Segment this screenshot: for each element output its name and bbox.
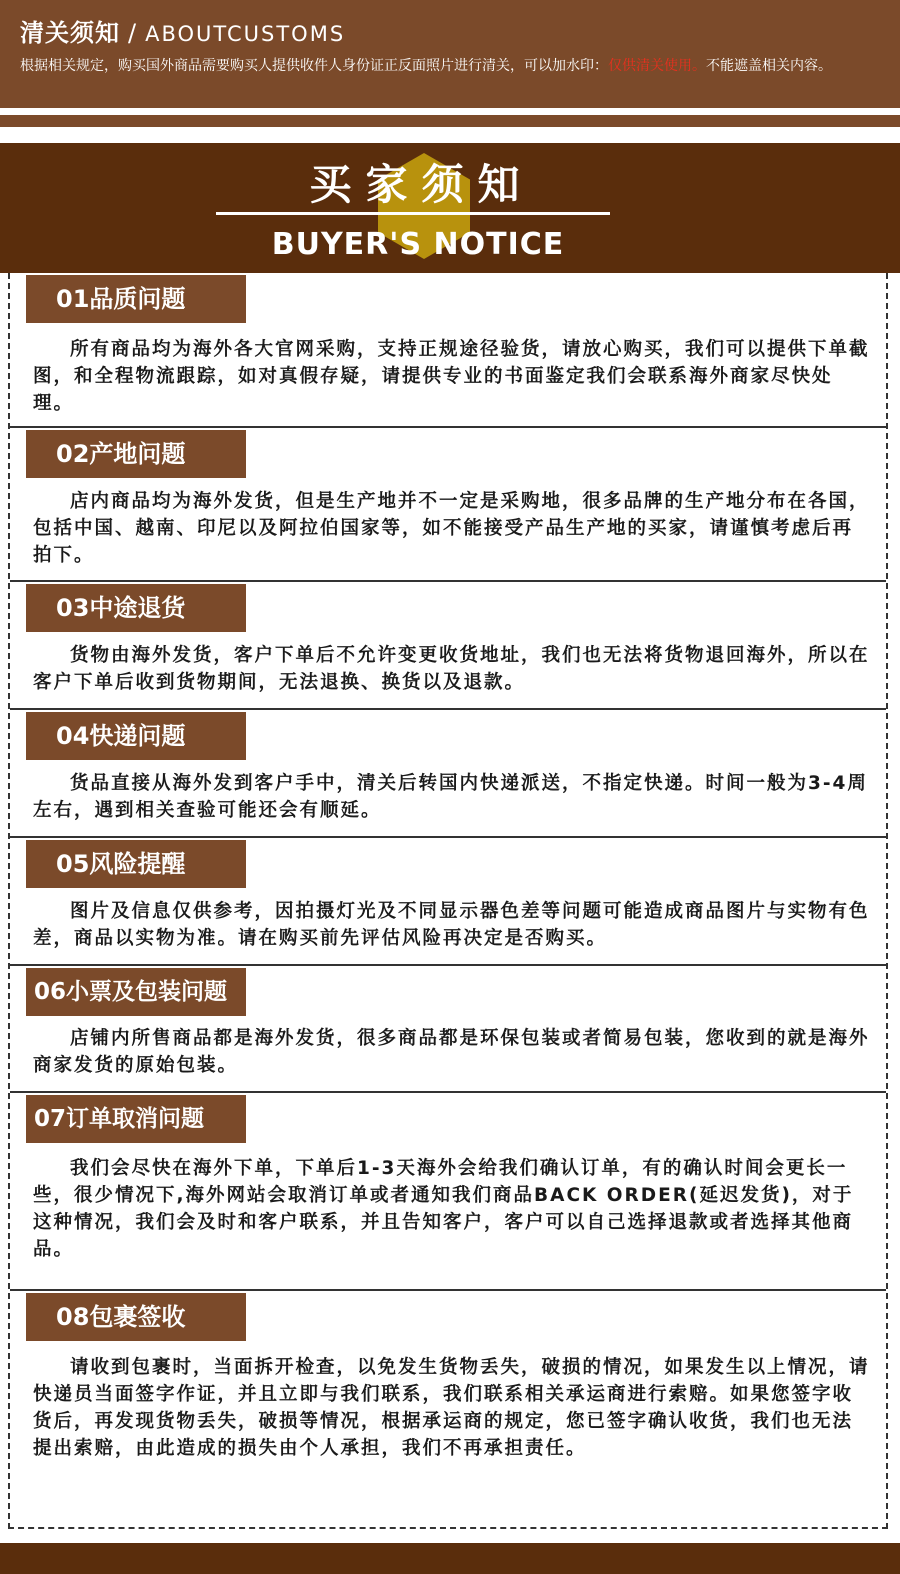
section-delivery	[10, 710, 886, 838]
section-text: 图片及信息仅供参考，因拍摄灯光及不同显示器色差等问题可能造成商品图片与实物有色差，商品以实物为准。请在购买前先评估风险再决定是否购买。	[33, 901, 870, 949]
customs-body-text: 根据相关规定，购买国外商品需要购买人提供收件人身份证正反面照片进行清关，可以加水印：	[20, 58, 608, 74]
section-packaging	[10, 966, 886, 1093]
section-text: 所有商品均为海外各大官网采购，支持正规途径验货，请放心购买，我们可以提供下单截图，和全程物流跟踪，如对真假存疑，请提供专业的书面鉴定我们会联系海外商家尽快处理。	[33, 339, 870, 414]
section-quality	[10, 273, 886, 428]
section-returns	[10, 582, 886, 710]
customs-watermark-note: 仅供清关使用。	[608, 58, 706, 74]
section-label: 08包裹签收	[26, 1293, 246, 1341]
section-label: 07订单取消问题	[26, 1095, 246, 1143]
section-text: 货品直接从海外发到客户手中，清关后转国内快递派送，不指定快递。时间一般为3-4周左右，遇到相关查验可能还会有顺延。	[33, 773, 868, 821]
section-label: 02产地问题	[26, 430, 246, 478]
customs-title-en: ABOUTCUSTOMS	[145, 22, 346, 46]
notice-title-en: BUYER'S NOTICE	[271, 227, 565, 262]
customs-title	[20, 16, 880, 51]
section-text: 店铺内所售商品都是海外发货，很多商品都是环保包装或者简易包装，您收到的就是海外商家发货的原始包装。	[33, 1028, 870, 1076]
notice-title-cn: 买家须知	[309, 160, 534, 209]
section-risk	[10, 838, 886, 966]
footer-bar	[0, 1543, 900, 1574]
section-label: 03中途退货	[26, 584, 246, 632]
section-origin	[10, 428, 886, 582]
buyers-notice-header	[0, 143, 900, 273]
section-text: 店内商品均为海外发货，但是生产地并不一定是采购地，很多品牌的生产地分布在各国，包括中国、越南、印尼以及阿拉伯国家等，如不能接受产品生产地的买家，请谨慎考虑后再拍下。	[33, 491, 870, 566]
divider-stripe	[0, 115, 900, 127]
customs-title-separator: /	[128, 19, 138, 47]
section-signing	[10, 1291, 886, 1527]
section-label: 05风险提醒	[26, 840, 246, 888]
notice-list	[8, 273, 888, 1529]
customs-body-end: 不能遮盖相关内容。	[706, 58, 832, 74]
section-label: 01品质问题	[26, 275, 246, 323]
customs-body	[20, 56, 882, 76]
section-text: 货物由海外发货，客户下单后不允许变更收货地址，我们也无法将货物退回海外，所以在客户下单后收到货物期间，无法退换、换货以及退款。	[33, 645, 870, 693]
section-text: 我们会尽快在海外下单，下单后1-3天海外会给我们确认订单，有的确认时间会更长一些，很少情况下,海外网站会取消订单或者通知我们商品BACK ORDER(延迟发货)，对于这种情况，我们会及时和客户联系，并且告知客户，客户可以自己选择退款或者选择其他商品。	[33, 1158, 854, 1260]
customs-banner	[0, 0, 900, 108]
section-cancellation	[10, 1093, 886, 1291]
section-label: 06小票及包装问题	[26, 968, 246, 1016]
section-label: 04快递问题	[26, 712, 246, 760]
section-text: 请收到包裹时，当面拆开检查，以免发生货物丢失，破损的情况，如果发生以上情况，请快递员当面签字作证，并且立即与我们联系，我们联系相关承运商进行索赔。如果您签字收货后，再发现货物丢失，破损等情况，根据承运商的规定，您已签字确认收货，我们也无法提出索赔，由此造成的损失由个人承担，我们不再承担责任。	[33, 1357, 870, 1459]
customs-title-cn: 清关须知	[20, 19, 120, 47]
notice-underline	[216, 212, 610, 215]
